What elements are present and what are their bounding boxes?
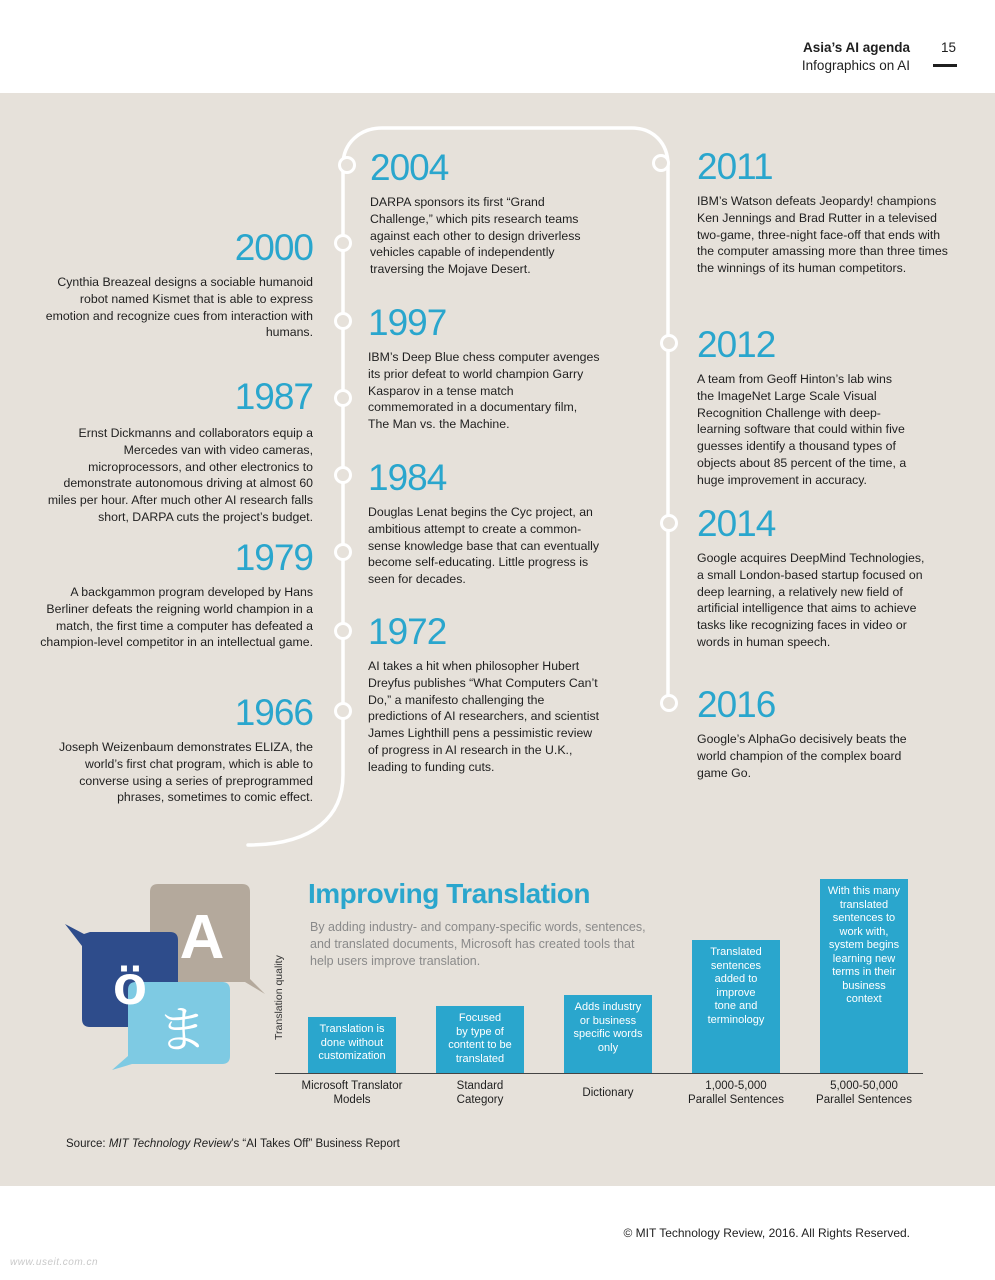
source-suffix: ’s “AI Takes Off” Business Report: [231, 1138, 400, 1150]
bar-label-line: business: [842, 979, 886, 992]
timeline-node: [336, 468, 351, 483]
event-description: AI takes a hit when philosopher Hubert Dreyfus publishes “What Computers Can’t Do,” a manifesto challenging the predictions of AI researchers, and scientist James Lighthill pens a pessimistic review of progress in AI research in the U.K., leading to funding cuts.: [368, 659, 600, 774]
timeline-node: [662, 516, 677, 531]
event-description: Douglas Lenat begins the Cyc project, an ambitious attempt to create a common-sense knowledge base that can eventually become self-educating. Little progress is seen for decades.: [368, 505, 600, 587]
bar-label-line: only: [597, 1041, 619, 1054]
chart-category-label: [794, 1079, 934, 1107]
timeline-node: [336, 624, 351, 639]
event-1984: [368, 459, 600, 588]
chart-category-label: [282, 1079, 422, 1107]
event-2011: [697, 148, 955, 277]
timeline-node: [340, 158, 355, 173]
chart-bar: [564, 995, 652, 1073]
bar-label-line: improve: [716, 986, 756, 999]
category-label-line: Standard: [456, 1080, 504, 1092]
event-year: 1997: [368, 302, 447, 343]
bar-label-line: sentences: [710, 959, 762, 972]
timeline-node: [336, 704, 351, 719]
event-description: IBM’s Watson defeats Jeopardy! champions Ken Jennings and Brad Rutter in a televised two-game, three-night face-off that ends with the computer amassing more than three times the winnings of its human competitors.: [697, 194, 948, 276]
category-label-line: Dictionary: [582, 1087, 634, 1099]
bar-label-line: customization: [318, 1050, 386, 1062]
timeline-node: [654, 156, 669, 171]
header-subtitle: Infographics on AI: [801, 58, 910, 73]
umlaut-letter-glyph: ö: [112, 953, 148, 1016]
bar-label-line: translated: [839, 898, 889, 911]
event-year: 2016: [697, 684, 776, 725]
category-label-line: 1,000-5,000: [705, 1080, 767, 1092]
event-2012: [697, 326, 912, 489]
bar-label: [828, 885, 900, 1007]
event-1972: [368, 613, 604, 776]
bar-label-line: or business: [579, 1014, 637, 1027]
bar-label-line: system begins: [828, 939, 900, 951]
category-label-line: 5,000-50,000: [830, 1080, 898, 1092]
event-year: 1984: [368, 457, 447, 498]
source-note: [66, 1138, 400, 1150]
header-title: Asia’s AI agenda: [802, 40, 910, 55]
bar-label-line: terms in their: [832, 966, 896, 978]
chart-category-label: [410, 1079, 550, 1107]
event-description: DARPA sponsors its first “Grand Challenge,” which pits research teams against each other to design driverless vehicles capable of independently traversing the Mojave Desert.: [370, 195, 581, 277]
source-prefix: Source:: [66, 1138, 109, 1150]
bar-label-line: specific words: [573, 1028, 643, 1040]
watermark: www.useit.com.cn: [10, 1257, 99, 1268]
event-2000: [40, 229, 313, 341]
timeline-node: [662, 696, 677, 711]
bar-label: [318, 1023, 385, 1064]
bar-label: [573, 1001, 642, 1055]
bar-label-line: content to be: [448, 1039, 512, 1051]
bar-label-line: added to: [714, 973, 758, 985]
event-description: Joseph Weizenbaum demonstrates ELIZA, the world’s first chat program, which is able to converse using a series of preprogrammed phrases, sometimes to comic effect.: [58, 740, 313, 805]
event-year: 2014: [697, 503, 776, 544]
copyright-notice: © MIT Technology Review, 2016. All Rights Reserved.: [623, 1226, 910, 1240]
event-year: 2004: [370, 147, 449, 188]
event-description: IBM’s Deep Blue chess computer avenges its prior defeat to world champion Garry Kasparov in a tense match commemorated in a documentary film, The Man vs. the Machine.: [368, 350, 600, 432]
event-year: 2012: [697, 324, 776, 365]
category-label-line: Parallel Sentences: [688, 1094, 784, 1106]
event-2016: [697, 686, 917, 781]
bar-label: [448, 1012, 512, 1066]
page-number: 15: [941, 40, 957, 55]
event-description: Google’s AlphaGo decisively beats the world champion of the complex board game Go.: [697, 732, 907, 780]
translation-bubbles-icon: [62, 884, 272, 1074]
timeline-node: [336, 236, 351, 251]
bar-label: [708, 946, 765, 1027]
chart-baseline: [275, 1073, 923, 1074]
event-description: Google acquires DeepMind Technologies, a small London-based startup focused on deep learning, a relatively new field of artificial intelligence that aims to achieve tasks like recognizing faces in video or words in human speech.: [697, 551, 925, 649]
event-description: Ernst Dickmanns and collaborators equip a Mercedes van with video cameras, microprocessors, and other electronics to demonstrate autonomous driving at almost 60 miles per hour. After much other AI research falls short, DARPA cuts the project’s budget.: [47, 426, 313, 524]
bar-label-line: by type of: [456, 1025, 504, 1038]
event-description: Cynthia Breazeal designs a sociable humanoid robot named Kismet that is able to express emotion and recognize cues from interaction with humans.: [45, 275, 313, 340]
event-year: 1979: [234, 537, 313, 578]
event-1979: [40, 539, 313, 651]
bar-label-line: context: [846, 993, 882, 1005]
translation-title: Improving Translation: [308, 878, 590, 909]
chart-bar: [692, 940, 780, 1073]
bar-label-line: Translation is: [319, 1023, 385, 1035]
event-year: 2000: [234, 227, 313, 268]
bar-label-line: Focused: [458, 1012, 502, 1024]
latin-letter-glyph: A: [179, 903, 225, 972]
bar-label-line: terminology: [707, 1013, 765, 1026]
kana-letter-glyph: ま: [157, 1001, 207, 1059]
chart-y-axis-label: Translation quality: [273, 955, 285, 1040]
event-2004: [370, 149, 600, 278]
bar-label-line: work with,: [839, 925, 889, 938]
event-year: 1966: [234, 692, 313, 733]
event-description: A team from Geoff Hinton’s lab wins the ImageNet Large Scale Visual Recognition Challenge with deep-learning software that could within five guesses identify a thousand types of objects about 85 percent of the time, a huge improvement in accuracy.: [697, 372, 907, 487]
event-1997: [368, 304, 600, 433]
event-1966: [40, 694, 313, 806]
bar-label-line: Translated: [710, 946, 762, 958]
chart-bar: [820, 879, 908, 1073]
timeline-node: [662, 336, 677, 351]
event-1987: [40, 378, 313, 526]
category-label-line: Category: [456, 1094, 504, 1106]
bar-label-line: learning new: [832, 952, 896, 965]
bar-label-line: sentences to: [832, 912, 896, 924]
source-publication: MIT Technology Review: [108, 1138, 232, 1150]
bar-label-line: done without: [320, 1036, 384, 1049]
event-description: A backgammon program developed by Hans Berliner defeats the reigning world champion in a match, the first time a computer has defeated a champion-level competitor in an intellectual game.: [40, 585, 313, 650]
timeline-node: [336, 545, 351, 560]
chart-category-label: [538, 1086, 678, 1100]
event-year: 2011: [697, 146, 773, 187]
category-label-line: Parallel Sentences: [816, 1094, 912, 1106]
event-2014: [697, 505, 927, 651]
timeline-node: [336, 314, 351, 329]
category-label-line: Models: [333, 1094, 371, 1106]
bar-label-line: tone and: [714, 1000, 758, 1012]
chart-category-label: [666, 1079, 806, 1107]
bar-label-line: Adds industry: [574, 1001, 642, 1013]
bar-label-line: With this many: [827, 885, 901, 897]
event-year: 1972: [368, 611, 447, 652]
translation-subtitle: By adding industry- and company-specific words, sentences, and translated documents, Microsoft has created tools that help users improve translation.: [310, 920, 646, 968]
chart-bar: [308, 1017, 396, 1073]
timeline-node: [336, 391, 351, 406]
bar-label-line: translated: [455, 1052, 505, 1065]
category-label-line: Microsoft Translator: [301, 1080, 403, 1092]
event-year: 1987: [234, 376, 313, 417]
chart-bar: [436, 1006, 524, 1073]
